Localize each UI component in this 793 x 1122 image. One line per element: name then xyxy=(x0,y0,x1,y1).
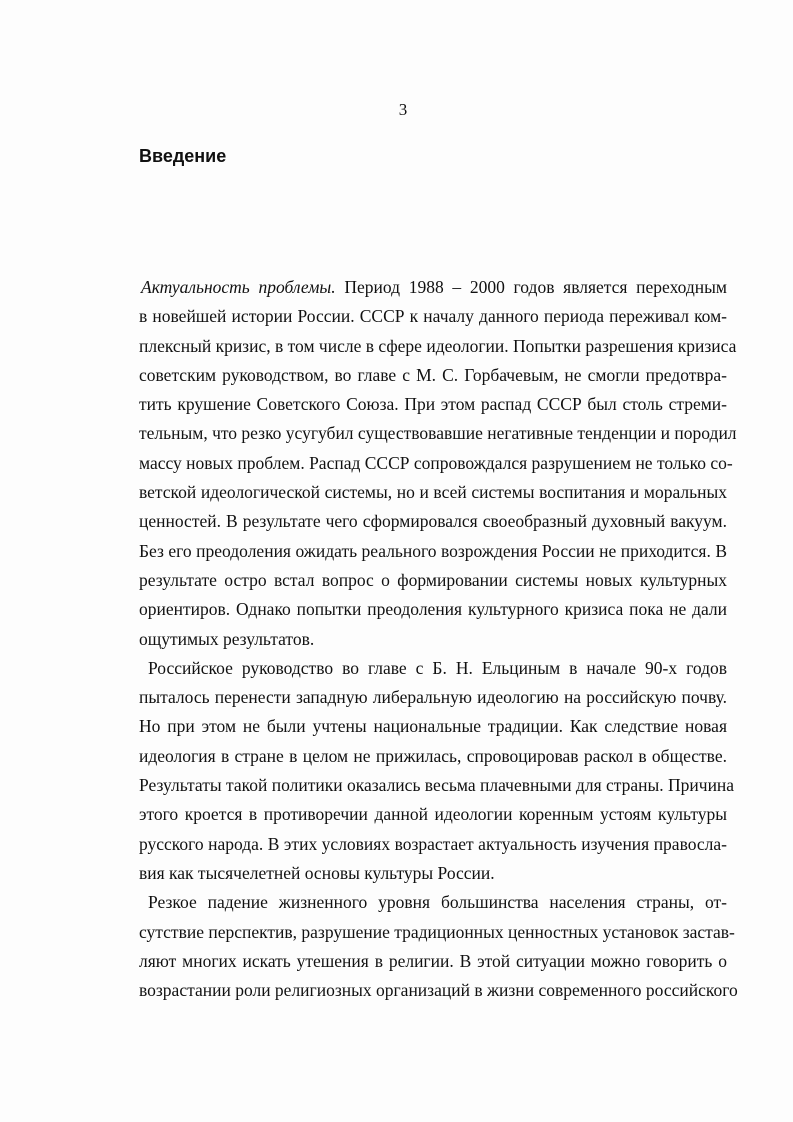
text-line: ориентиров. Однако попытки преодоления культурного кризиса пока не дали xyxy=(139,599,727,620)
text-line: ветской идеологической системы, но и всей системы воспитания и моральных xyxy=(139,482,727,503)
text-line xyxy=(139,654,727,683)
body-text xyxy=(139,273,738,1005)
text-line: Без его преодоления ожидать реального возрождения России не приходится. В xyxy=(139,540,727,561)
italic-lead: Актуальность проблемы. xyxy=(141,277,336,297)
text-line: сутствие перспектив, разрушение традиционных ценностных установок застав- xyxy=(139,921,735,942)
text-line-fragment: Период 1988 – 2000 годов является переходным xyxy=(335,277,728,297)
text-line xyxy=(139,888,727,917)
page-heading: Введение xyxy=(139,146,227,166)
text-line: плексный кризис, в том числе в сфере идеологии. Попытки разрешения кризиса xyxy=(139,335,737,356)
text-line: ценностей. В результате чего сформировался своеобразный духовный вакуум. xyxy=(139,511,727,532)
text-line: в новейшей истории России. СССР к началу данного периода переживал ком- xyxy=(139,306,727,327)
text-line-fragment: Резкое падение жизненного уровня большинства населения страны, от- xyxy=(148,892,727,913)
page-number: 3 xyxy=(398,100,408,119)
text-line: тельным, что резко усугубил существовавшие негативные тенденции и породил xyxy=(139,423,737,444)
text-line: массу новых проблем. Распад СССР сопровождался разрушением не только со- xyxy=(139,452,733,473)
text-line: вия как тысячелетней основы культуры России. xyxy=(139,862,495,883)
paragraph-religion xyxy=(139,888,738,1005)
text-line: ляют многих искать утешения в религии. В этой ситуации можно говорить о xyxy=(139,950,727,971)
text-line: тить крушение Советского Союза. При этом распад СССР был столь стреми- xyxy=(139,394,727,415)
text-line: советским руководством, во главе с М. С. Горбачевым, не смогли предотвра- xyxy=(139,364,727,385)
text-line: ощутимых результатов. xyxy=(139,628,315,649)
text-line xyxy=(139,273,727,302)
text-line: пыталось перенести западную либеральную идеологию на российскую почву. xyxy=(139,687,727,708)
paragraph-leadership xyxy=(139,654,735,888)
paragraph-relevance xyxy=(139,273,737,654)
text-line: Но при этом не были учтены национальные традиции. Как следствие новая xyxy=(139,716,727,737)
text-line: возрастании роли религиозных организаций в жизни современного российского xyxy=(139,980,738,1001)
text-line: этого кроется в противоречии данной идеологии коренным устоям культуры xyxy=(139,804,727,825)
text-line: идеология в стране в целом не прижилась, спровоцировав раскол в обществе. xyxy=(139,745,727,766)
text-line-fragment: Российское руководство во главе с Б. Н. Ельциным в начале 90-х годов xyxy=(148,657,727,678)
text-line: русского народа. В этих условиях возрастает актуальность изучения правосла- xyxy=(139,833,727,854)
text-line: результате остро встал вопрос о формировании системы новых культурных xyxy=(139,569,727,590)
text-line: Результаты такой политики оказались весьма плачевными для страны. Причина xyxy=(139,775,735,796)
